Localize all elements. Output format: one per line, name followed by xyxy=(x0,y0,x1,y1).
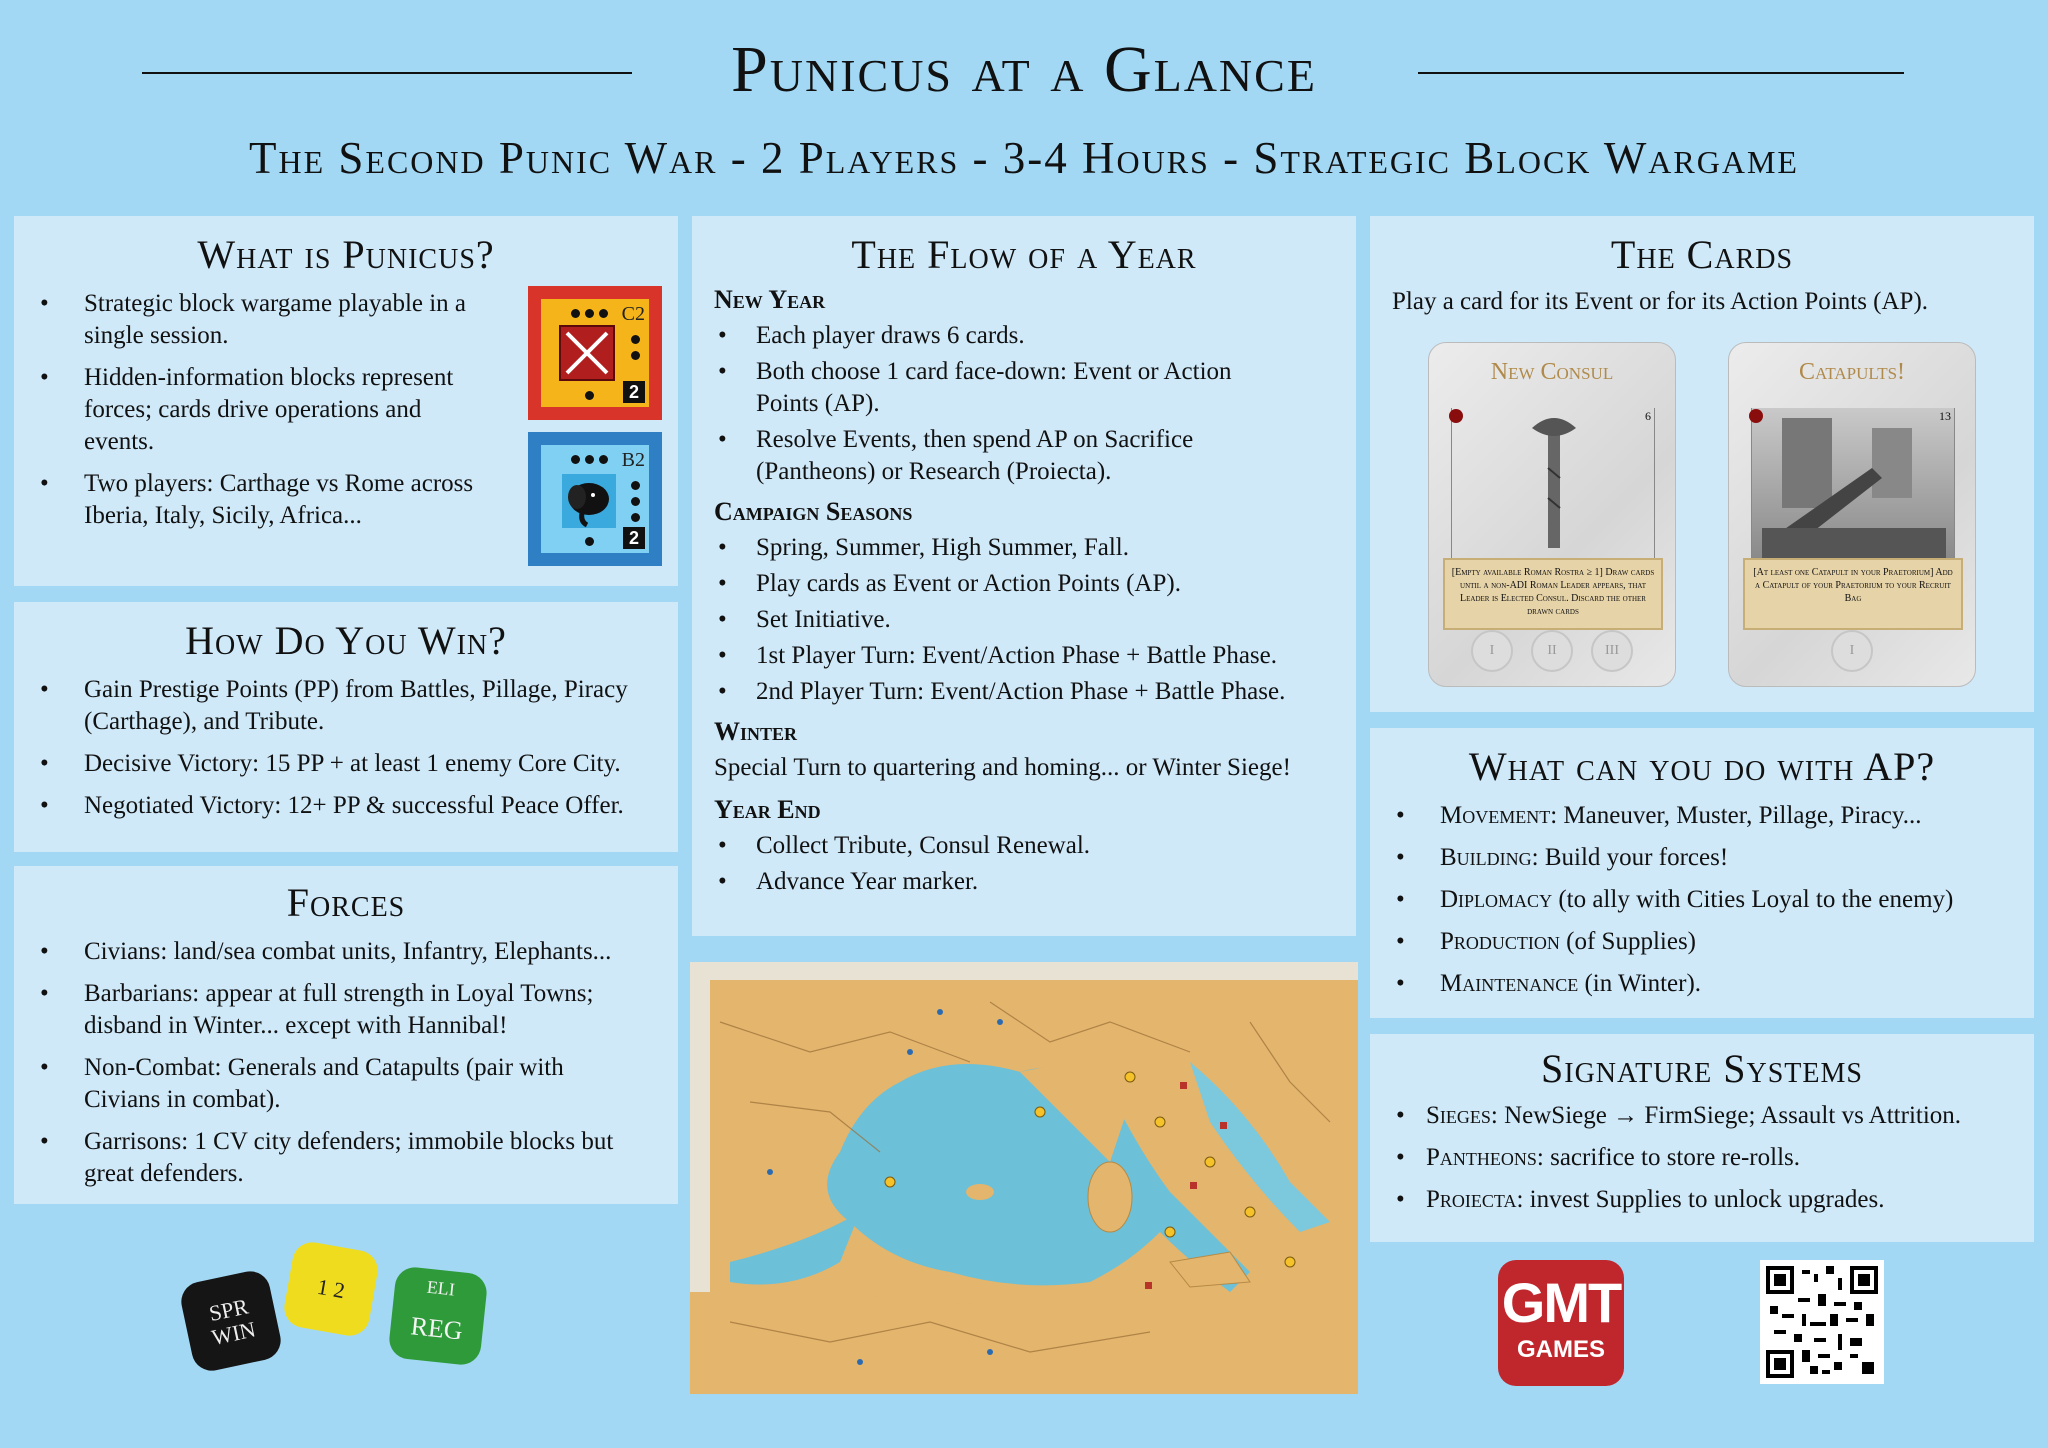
card-coins xyxy=(1429,630,1675,672)
blood-icon xyxy=(1449,409,1463,423)
forces-panel xyxy=(14,866,678,1204)
ap-term: Production xyxy=(1440,928,1560,955)
list-item xyxy=(1370,926,2034,958)
ap-panel xyxy=(1370,728,2034,1018)
rome-block xyxy=(528,432,662,566)
forces-heading: Forces xyxy=(286,880,406,925)
signature-text: : sacrifice to store re-rolls. xyxy=(1536,1144,1800,1171)
flow-panel xyxy=(692,216,1356,936)
list-item: • 2nd Player Turn: Event/Action Phase + Battle Phase. xyxy=(692,676,1356,708)
year-end-title: Year End xyxy=(714,795,821,824)
card-coins xyxy=(1729,630,1975,672)
how-win-list xyxy=(14,674,678,822)
card-number: 13 xyxy=(1939,409,1951,423)
blood-icon xyxy=(1749,409,1763,423)
list-item xyxy=(1370,968,2034,1000)
qr-code-icon xyxy=(1766,1266,1878,1378)
coin: III xyxy=(1591,630,1633,672)
list-item: • Civians: land/sea combat units, Infantry, Elephants... xyxy=(14,936,678,968)
green-die xyxy=(387,1265,488,1366)
ap-term: Movement xyxy=(1440,802,1551,829)
card-art xyxy=(1751,408,1955,558)
catapult-icon xyxy=(1752,408,1956,558)
year-end-list xyxy=(692,830,1356,898)
carthage-block xyxy=(528,286,662,420)
gmt-logo-top: GMT xyxy=(1501,1271,1621,1334)
block-code: B2 xyxy=(621,449,645,471)
campaign-title: Campaign Seasons xyxy=(714,497,913,526)
list-item xyxy=(1370,1184,2034,1216)
list-item: • Barbarians: appear at full strength in Loyal Towns; disband in Winter... except with Hannibal! xyxy=(14,978,614,1042)
card-catapults xyxy=(1728,342,1976,687)
ap-text: (of Supplies) xyxy=(1559,928,1697,955)
card-text: [Empty available Roman Rostra ≥ 1] Draw cards until a non-ADI Roman Leader appears, that Leader is Elected Consul. Discard the other drawn cards xyxy=(1443,558,1663,630)
card-title: New Consul xyxy=(1490,359,1614,385)
page-title: Punicus at a Glance xyxy=(731,33,1317,106)
gmt-games-logo xyxy=(1498,1260,1624,1386)
list-item: • Decisive Victory: 15 PP + at least 1 enemy Core City. xyxy=(14,748,678,780)
card-art xyxy=(1451,408,1655,558)
ap-text: : Maneuver, Muster, Pillage, Piracy... xyxy=(1550,802,1922,829)
cards-panel xyxy=(1370,216,2034,712)
ap-heading: What can you do with AP? xyxy=(1468,744,1936,789)
gmt-logo-bottom: GAMES xyxy=(1516,1336,1605,1363)
signature-panel xyxy=(1370,1034,2034,1242)
list-item: • 1st Player Turn: Event/Action Phase + Battle Phase. xyxy=(692,640,1356,672)
crossed-swords-icon xyxy=(559,325,615,381)
what-is-panel xyxy=(14,216,678,586)
green-die-top: ELI xyxy=(425,1276,456,1300)
list-item: • Non-Combat: Generals and Catapults (pair with Civians in combat). xyxy=(14,1052,614,1116)
list-item xyxy=(1370,800,2034,832)
what-is-heading: What is Punicus? xyxy=(197,232,495,277)
ap-text: (in Winter). xyxy=(1578,970,1702,997)
green-die-face: REG xyxy=(409,1311,465,1346)
elephant-icon xyxy=(561,473,617,529)
winter-title: Winter xyxy=(714,717,798,746)
game-map-image xyxy=(690,962,1358,1394)
qr-code[interactable] xyxy=(1760,1260,1884,1384)
cards-intro: Play a card for its Event or for its Action Points (AP). xyxy=(1392,288,1929,315)
list-item: • Negotiated Victory: 12+ PP & successful Peace Offer. xyxy=(14,790,678,822)
list-item xyxy=(1370,1142,2034,1174)
list-item: • Advance Year marker. xyxy=(692,866,1356,898)
title-rule-right xyxy=(1418,72,1904,74)
list-item: • Two players: Carthage vs Rome across Iberia, Italy, Sicily, Africa... xyxy=(14,468,494,532)
page-subtitle: The Second Punic War - 2 Players - 3-4 Hours - Strategic Block Wargame xyxy=(249,133,1799,183)
how-win-panel xyxy=(14,602,678,852)
list-item: • Play cards as Event or Action Points (AP). xyxy=(692,568,1356,600)
list-item: • Spring, Summer, High Summer, Fall. xyxy=(692,532,1356,564)
list-item xyxy=(1370,842,2034,874)
block-strength: 2 xyxy=(623,381,645,403)
signature-list xyxy=(1370,1100,2034,1216)
title-row xyxy=(0,30,2048,110)
signature-heading: Signature Systems xyxy=(1541,1046,1863,1091)
ap-text: : Build your forces! xyxy=(1531,844,1729,871)
black-die-face: SPR WIN xyxy=(206,1293,258,1351)
list-item: • Set Initiative. xyxy=(692,604,1356,636)
forces-list xyxy=(14,936,678,1190)
signature-text: : NewSiege → FirmSiege; Assault vs Attrition. xyxy=(1490,1102,1962,1129)
ap-list xyxy=(1370,800,2034,1000)
coin: I xyxy=(1471,630,1513,672)
list-item: • Garrisons: 1 CV city defenders; immobile blocks but great defenders. xyxy=(14,1126,654,1190)
cards-heading: The Cards xyxy=(1610,232,1794,277)
coin: I xyxy=(1831,630,1873,672)
signature-term: Pantheons xyxy=(1426,1144,1537,1171)
list-item: • Each player draws 6 cards. xyxy=(692,320,1356,352)
list-item: • Hidden-information blocks represent forces; cards drive operations and events. xyxy=(14,362,494,458)
ap-term: Diplomacy xyxy=(1440,886,1553,913)
fasces-icon xyxy=(1452,408,1656,558)
block-strength: 2 xyxy=(623,527,645,549)
list-item xyxy=(1370,1100,2034,1132)
list-item: • Resolve Events, then spend AP on Sacrifice (Pantheons) or Research (Proiecta). xyxy=(692,424,1282,488)
signature-term: Proiecta xyxy=(1426,1186,1517,1213)
block-code: C2 xyxy=(621,303,645,325)
ap-term: Building xyxy=(1440,844,1532,871)
black-die xyxy=(178,1268,285,1375)
signature-term: Sieges xyxy=(1426,1102,1491,1129)
card-number: 6 xyxy=(1645,409,1651,423)
winter-text: Special Turn to quartering and homing... or Winter Siege! xyxy=(714,754,1291,781)
ap-text: (to ally with Cities Loyal to the enemy) xyxy=(1552,886,1954,913)
list-item: • Gain Prestige Points (PP) from Battles, Pillage, Piracy (Carthage), and Tribute. xyxy=(14,674,634,738)
campaign-list xyxy=(692,532,1356,708)
how-win-heading: How Do You Win? xyxy=(185,618,507,663)
list-item: • Strategic block wargame playable in a single session. xyxy=(14,288,494,352)
card-text: [At least one Catapult in your Praetorium] Add a Catapult of your Praetorium to your Recruit Bag xyxy=(1743,558,1963,630)
new-year-title: New Year xyxy=(714,285,826,314)
coin: II xyxy=(1531,630,1573,672)
signature-text: : invest Supplies to unlock upgrades. xyxy=(1516,1186,1885,1213)
new-year-list xyxy=(692,320,1356,488)
list-item: • Both choose 1 card face-down: Event or Action Points (AP). xyxy=(692,356,1282,420)
what-is-list xyxy=(14,288,494,532)
yellow-die xyxy=(281,1239,381,1339)
list-item xyxy=(1370,884,2034,916)
card-title: Catapults! xyxy=(1798,359,1906,385)
map-artwork xyxy=(690,962,1358,1394)
card-new-consul xyxy=(1428,342,1676,687)
yellow-die-face: 1 2 xyxy=(315,1273,347,1304)
ap-term: Maintenance xyxy=(1440,970,1579,997)
list-item: • Collect Tribute, Consul Renewal. xyxy=(692,830,1356,862)
flow-heading: The Flow of a Year xyxy=(851,232,1197,277)
